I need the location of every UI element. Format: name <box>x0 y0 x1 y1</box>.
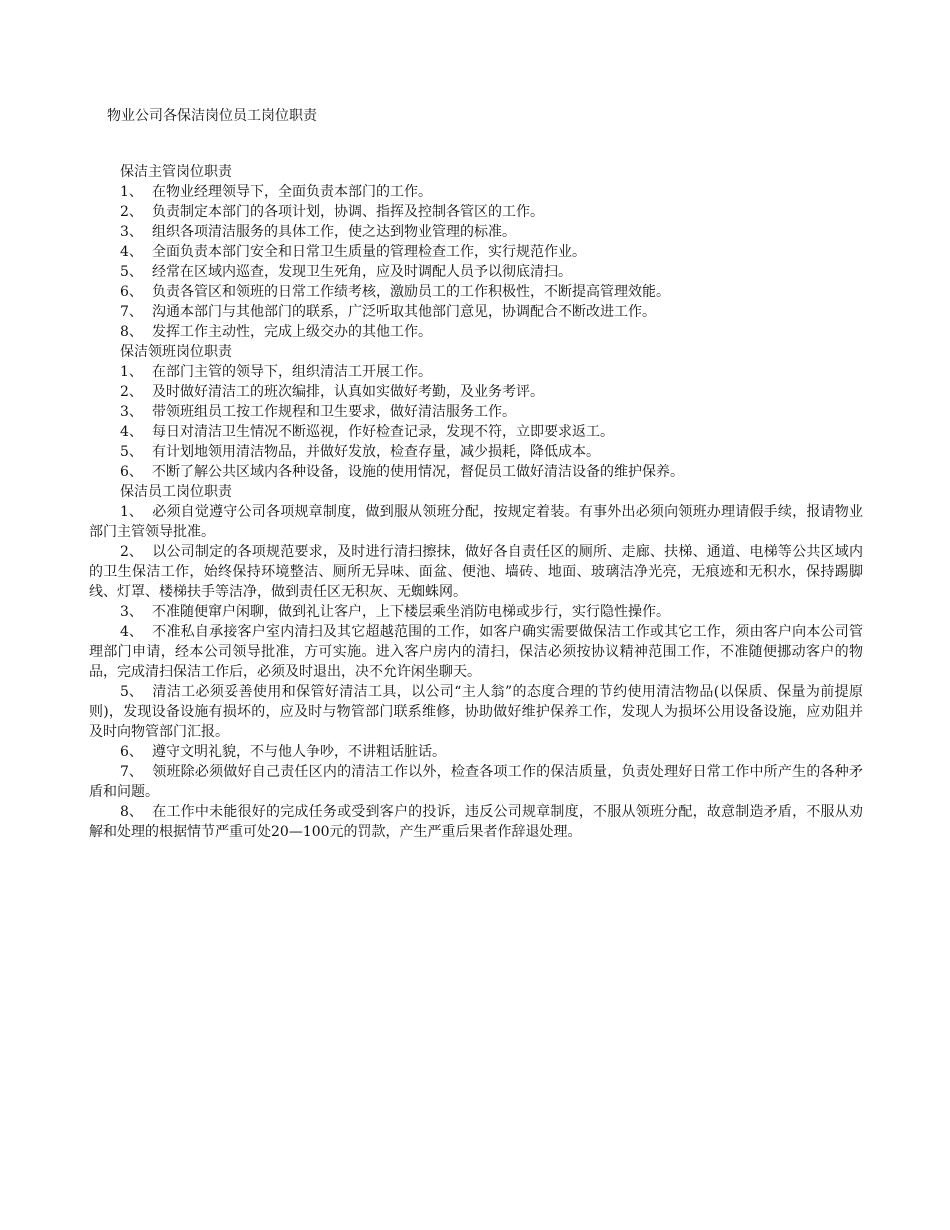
item-number: 4、 <box>120 244 143 260</box>
list-item <box>89 362 863 382</box>
item-text: 全面负责本部门安全和日常卫生质量的管理检查工作，实行规范作业。 <box>152 244 586 260</box>
item-number: 2、 <box>120 204 143 220</box>
item-number: 4、 <box>120 424 143 440</box>
item-number: 1、 <box>120 364 143 380</box>
list-item <box>89 502 863 542</box>
item-number: 2、 <box>120 384 143 400</box>
item-number: 7、 <box>120 304 143 320</box>
item-text: 清洁工必须妥善使用和保管好清洁工具，以公司“主人翁”的态度合理的节约使用清洁物品(以保质、保量为前提原则)，发现设备设施有损坏的，应及时与物管部门联系维修，协助做好维护保养工作，发现人为损坏公用设备设施，应劝阻并及时向物管部门汇报。 <box>89 684 863 740</box>
list-item <box>89 202 863 222</box>
item-text: 遵守文明礼貌，不与他人争吵，不讲粗话脏话。 <box>152 744 446 760</box>
section-heading: 保洁员工岗位职责 <box>120 484 232 500</box>
item-number: 3、 <box>120 604 143 620</box>
item-number: 3、 <box>120 404 143 420</box>
item-text: 沟通本部门与其他部门的联系，广泛听取其他部门意见，协调配合不断改进工作。 <box>152 304 656 320</box>
item-text: 领班除必须做好自己责任区内的清洁工作以外，检查各项工作的保洁质量，负责处理好日常工作中所产生的各种矛盾和问题。 <box>89 764 863 800</box>
list-item <box>89 622 863 682</box>
section-heading: 保洁领班岗位职责 <box>120 344 232 360</box>
item-number: 5、 <box>120 684 143 700</box>
section-heading: 保洁主管岗位职责 <box>120 164 232 180</box>
item-number: 8、 <box>120 804 143 820</box>
item-number: 6、 <box>120 744 143 760</box>
item-number: 5、 <box>120 444 143 460</box>
list-item <box>89 802 863 842</box>
list-item <box>89 182 863 202</box>
item-text: 发挥工作主动性，完成上级交办的其他工作。 <box>152 324 432 340</box>
document-title: 物业公司各保洁岗位员工岗位职责 <box>107 108 317 124</box>
list-item <box>89 222 863 242</box>
item-text: 不准私自承接客户室内清扫及其它超越范围的工作，如客户确实需要做保洁工作或其它工作，须由客户向本公司管理部门申请，经本公司领导批准，方可实施。进入客户房内的清扫，保洁必须按协议精神范围工作，不准随便挪动客户的物品，完成清扫保洁工作后，必须及时退出，决不允许闲坐聊天。 <box>89 624 863 680</box>
item-text: 以公司制定的各项规范要求，及时进行清扫擦抹，做好各自责任区的厕所、走廊、扶梯、通道、电梯等公共区域内的卫生保洁工作，始终保持环境整洁、厕所无异味、面盆、便池、墙砖、地面、玻璃洁净光亮，无痕迹和无积水，保持踢脚线、灯罩、楼梯扶手等洁净，做到责任区无积灰、无蜘蛛网。 <box>89 544 863 600</box>
item-text: 不断了解公共区域内各种设备，设施的使用情况，督促员工做好清洁设备的维护保养。 <box>152 464 684 480</box>
item-text: 在物业经理领导下，全面负责本部门的工作。 <box>152 184 432 200</box>
item-text: 有计划地领用清洁物品，并做好发放，检查存量，减少损耗，降低成本。 <box>152 444 600 460</box>
list-item <box>89 742 863 762</box>
list-item <box>89 262 863 282</box>
list-item <box>89 682 863 742</box>
item-number: 6、 <box>120 464 143 480</box>
item-number: 1、 <box>120 504 143 520</box>
item-text: 不准随便窜户闲聊，做到礼让客户，上下楼层乘坐消防电梯或步行，实行隐性操作。 <box>152 604 670 620</box>
item-number: 4、 <box>120 624 143 640</box>
item-number: 8、 <box>120 324 143 340</box>
item-text: 经常在区域内巡查，发现卫生死角，应及时调配人员予以彻底清扫。 <box>152 264 572 280</box>
item-text: 组织各项清洁服务的具体工作，使之达到物业管理的标准。 <box>152 224 516 240</box>
item-text: 在部门主管的领导下，组织清洁工开展工作。 <box>152 364 432 380</box>
item-text: 负责制定本部门的各项计划，协调、指挥及控制各管区的工作。 <box>152 204 544 220</box>
item-number: 5、 <box>120 264 143 280</box>
item-text: 必须自觉遵守公司各项规章制度，做到服从领班分配，按规定着装。有事外出必须向领班办理请假手续，报请物业部门主管领导批准。 <box>89 504 863 540</box>
item-number: 7、 <box>120 764 143 780</box>
item-number: 6、 <box>120 284 143 300</box>
list-item <box>89 302 863 322</box>
list-item <box>89 322 863 342</box>
item-text: 每日对清洁卫生情况不断巡视，作好检查记录，发现不符，立即要求返工。 <box>152 424 614 440</box>
list-item <box>89 242 863 262</box>
list-item <box>89 602 863 622</box>
item-text: 及时做好清洁工的班次编排，认真如实做好考勤，及业务考评。 <box>152 384 544 400</box>
item-text: 带领班组员工按工作规程和卫生要求，做好清洁服务工作。 <box>152 404 516 420</box>
item-text: 在工作中未能很好的完成任务或受到客户的投诉，违反公司规章制度，不服从领班分配，故意制造矛盾，不服从劝解和处理的根据情节严重可处20—100元的罚款，产生严重后果者作辞退处理。 <box>89 804 863 840</box>
item-number: 1、 <box>120 184 143 200</box>
list-item <box>89 462 863 482</box>
list-item <box>89 542 863 602</box>
item-number: 3、 <box>120 224 143 240</box>
list-item <box>89 762 863 802</box>
item-number: 2、 <box>120 544 143 560</box>
list-item <box>89 402 863 422</box>
list-item <box>89 442 863 462</box>
list-item <box>89 422 863 442</box>
list-item <box>89 282 863 302</box>
document-body <box>89 162 863 842</box>
list-item <box>89 382 863 402</box>
item-text: 负责各管区和领班的日常工作绩考核，激励员工的工作积极性，不断提高管理效能。 <box>152 284 670 300</box>
